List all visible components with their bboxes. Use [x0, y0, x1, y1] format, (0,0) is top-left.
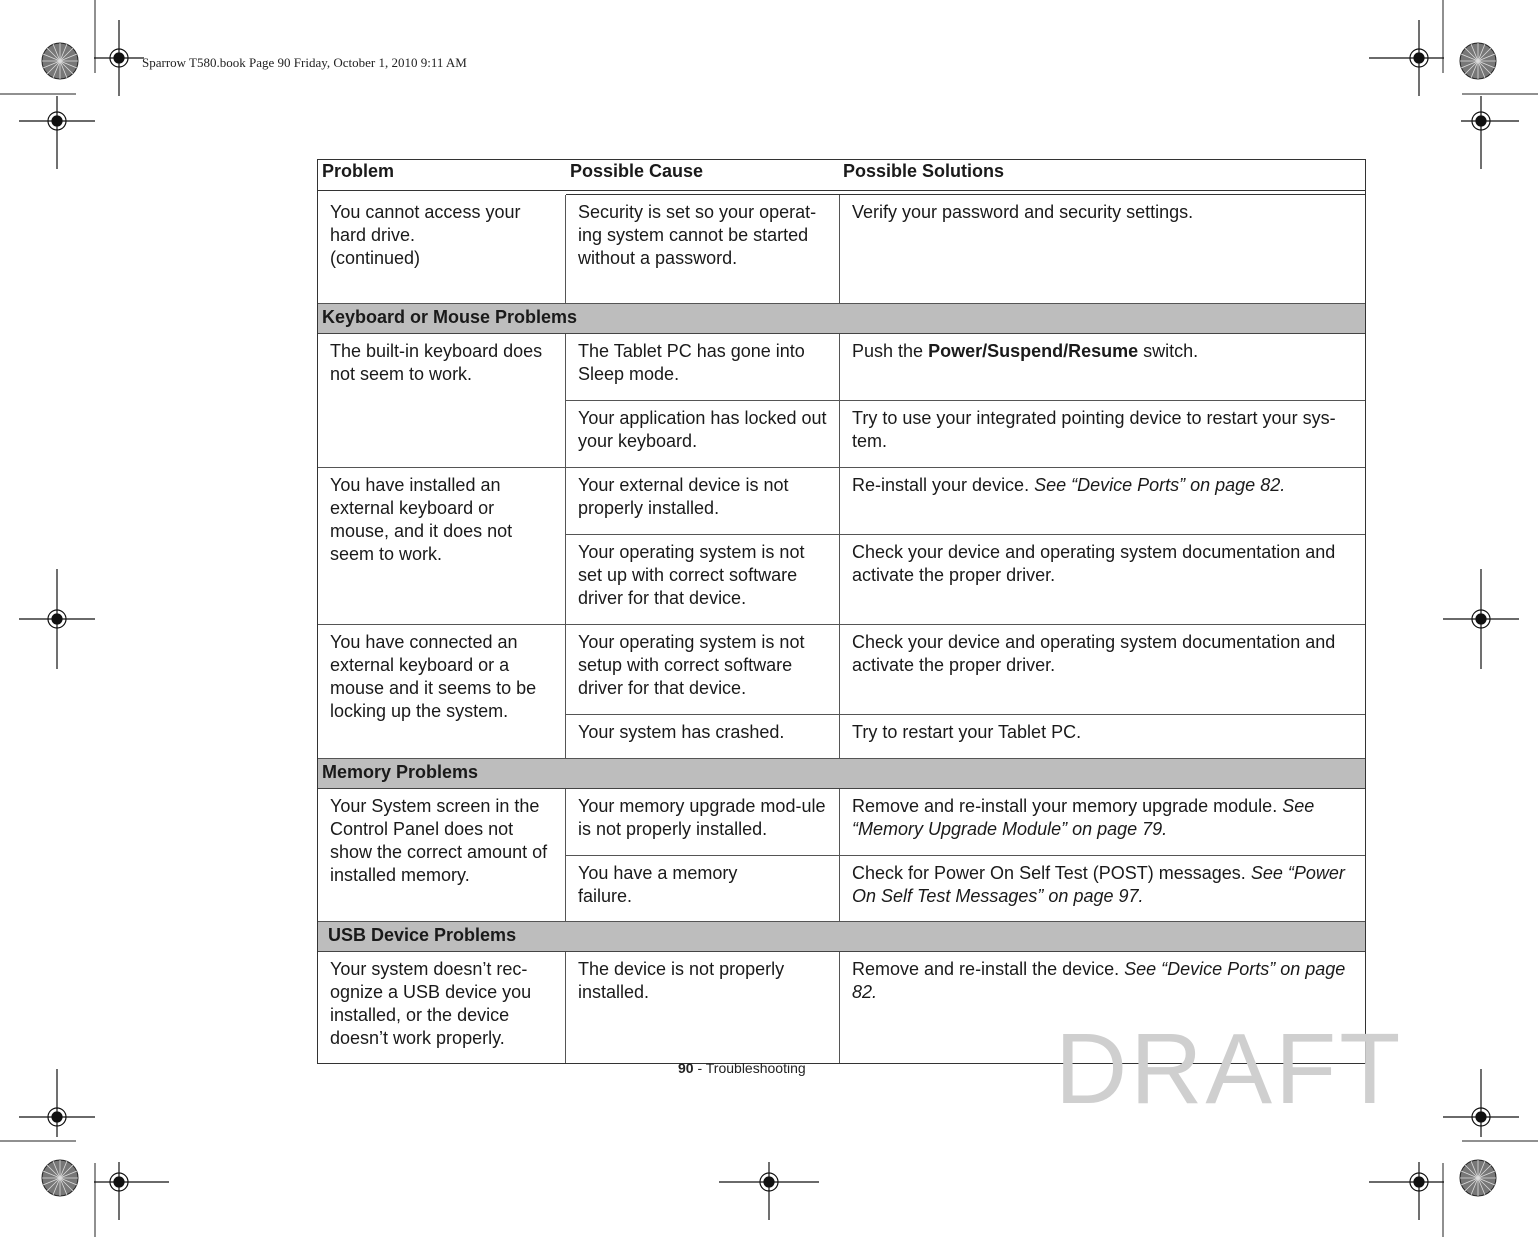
header-solution: Possible Solutions	[843, 161, 1005, 181]
cause-cell: The Tablet PC has gone into Sleep mode.	[566, 334, 840, 400]
table-row	[318, 625, 1365, 759]
solution-cell: Check your device and operating system documentation and activate the proper driver.	[852, 632, 1336, 675]
header-problem: Problem	[322, 161, 395, 181]
solution-cell: Verify your password and security settings.	[852, 202, 1194, 222]
page-number: 90	[678, 1060, 694, 1076]
problem-cell: You have installed an external keyboard or mouse, and it does not seem to work.	[318, 468, 566, 624]
solution-cell: Check your device and operating system documentation and activate the proper driver.	[852, 542, 1336, 585]
cause-cell: Your memory upgrade mod-ule is not properly installed.	[566, 789, 840, 855]
troubleshooting-table	[317, 159, 1366, 1064]
problem-cell: The built-in keyboard does not seem to work.	[318, 334, 566, 467]
cause-cell: Your external device is not properly installed.	[566, 468, 840, 534]
solution-cell: Push the Power/Suspend/Resume switch.	[852, 341, 1199, 361]
solution-cell: Try to use your integrated pointing device to restart your sys-tem.	[852, 408, 1336, 451]
cause-cell: Your application has locked out your keyboard.	[566, 401, 840, 467]
cause-cell: Your operating system is not set up with correct software driver for that device.	[566, 535, 840, 624]
solution-cell: Check for Power On Self Test (POST) messages. See “Power On Self Test Messages” on page 97.	[852, 862, 1345, 906]
problem-cell: Your System screen in the Control Panel does not show the correct amount of installed memory.	[318, 789, 566, 921]
solution-cell: Re-install your device. See “Device Ports” on page 82.	[852, 475, 1286, 495]
page-footer	[678, 1060, 806, 1076]
section-memory: Memory Problems	[318, 759, 1365, 789]
solution-cell: Remove and re-install the device. See “Device Ports” on page 82.	[852, 959, 1346, 1002]
table-row	[318, 468, 1365, 625]
cause-cell: Your system has crashed.	[566, 715, 840, 758]
cause-cell: You have a memory failure.	[566, 856, 840, 922]
table-row	[318, 195, 1365, 304]
draft-watermark: DRAFT	[1055, 1013, 1404, 1125]
header-cause: Possible Cause	[570, 161, 704, 181]
section-usb: USB Device Problems	[318, 922, 1365, 952]
section-keyboard-mouse: Keyboard or Mouse Problems	[318, 304, 1365, 334]
table-header	[318, 160, 1365, 191]
footer-section: - Troubleshooting	[693, 1060, 806, 1076]
solution-cell: Remove and re-install your memory upgrade module. See “Memory Upgrade Module” on page 79.	[852, 796, 1315, 839]
table-row	[318, 789, 1365, 922]
solution-cell: Try to restart your Tablet PC.	[852, 722, 1082, 742]
table-row	[318, 334, 1365, 468]
problem-cell: You have connected an external keyboard or a mouse and it seems to be locking up the system.	[318, 625, 566, 758]
problem-cell: You cannot access your hard drive. (continued)	[318, 195, 566, 303]
cause-cell: The device is not properly installed.	[566, 952, 840, 1063]
problem-cell: Your system doesn’t rec-ognize a USB device you installed, or the device doesn’t work properly.	[318, 952, 566, 1063]
book-header-line: Sparrow T580.book Page 90 Friday, October 1, 2010 9:11 AM	[142, 55, 467, 70]
cause-cell: Your operating system is not setup with correct software driver for that device.	[566, 625, 840, 714]
cause-cell: Security is set so your operat-ing system cannot be started without a password.	[566, 195, 840, 303]
